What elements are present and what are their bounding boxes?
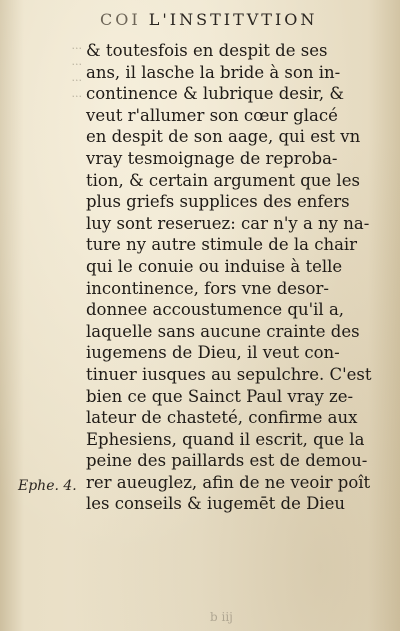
text-line: ans, il lasche la bride à son in- xyxy=(86,62,341,82)
header-title: L'INSTITVTION xyxy=(148,10,318,29)
text-line: & toutesfois en despit de ses xyxy=(86,41,328,60)
text-line: luy sont reseruez: car n'y a ny na- xyxy=(86,213,370,233)
text-line: iugemens de Dieu, il veut con- xyxy=(86,343,340,363)
signature-mark: b iij xyxy=(210,610,233,624)
running-header xyxy=(100,10,390,29)
text-line: peine des paillards est de demou- xyxy=(86,451,368,471)
text-line: rer aueuglez, afin de ne veoir poît xyxy=(86,472,371,492)
text-line: vray tesmoignage de reproba- xyxy=(86,148,338,168)
text-line: bien ce que Sainct Paul vray ze- xyxy=(86,386,354,406)
text-line: veut r'allumer son cœur glacé xyxy=(86,105,338,125)
text-line: laquelle sans aucune crainte des xyxy=(86,321,360,341)
text-line: en despit de son aage, qui est vn xyxy=(86,127,361,147)
body-text xyxy=(86,40,392,515)
text-line: Ephesiens, quand il escrit, que la xyxy=(86,429,365,449)
text-line: continence & lubrique desir, & xyxy=(86,84,345,104)
bleed-line: ... xyxy=(71,39,82,52)
text-line: tion, & certain argument que les xyxy=(86,170,360,190)
text-line: tinuer iusques au sepulchre. C'est xyxy=(86,364,372,384)
text-line: plus griefs supplices des enfers xyxy=(86,192,350,212)
text-line: incontinence, fors vne desor- xyxy=(86,278,329,298)
text-line: les conseils & iugemēt de Dieu xyxy=(86,494,345,514)
bleed-line: ... xyxy=(71,55,82,68)
bleed-through-text xyxy=(4,38,82,102)
text-line: qui le conuie ou induise à telle xyxy=(86,256,343,276)
header-fragment: COI xyxy=(100,10,141,29)
text-line: donnee accoustumence qu'il a, xyxy=(86,300,345,320)
text-line: lateur de chasteté, confirme aux xyxy=(86,408,358,428)
bleed-line: ... xyxy=(71,71,82,84)
bleed-line: ... xyxy=(71,87,82,100)
margin-note: Ephe. 4. xyxy=(18,478,77,494)
text-line: ture ny autre stimule de la chair xyxy=(86,235,358,255)
